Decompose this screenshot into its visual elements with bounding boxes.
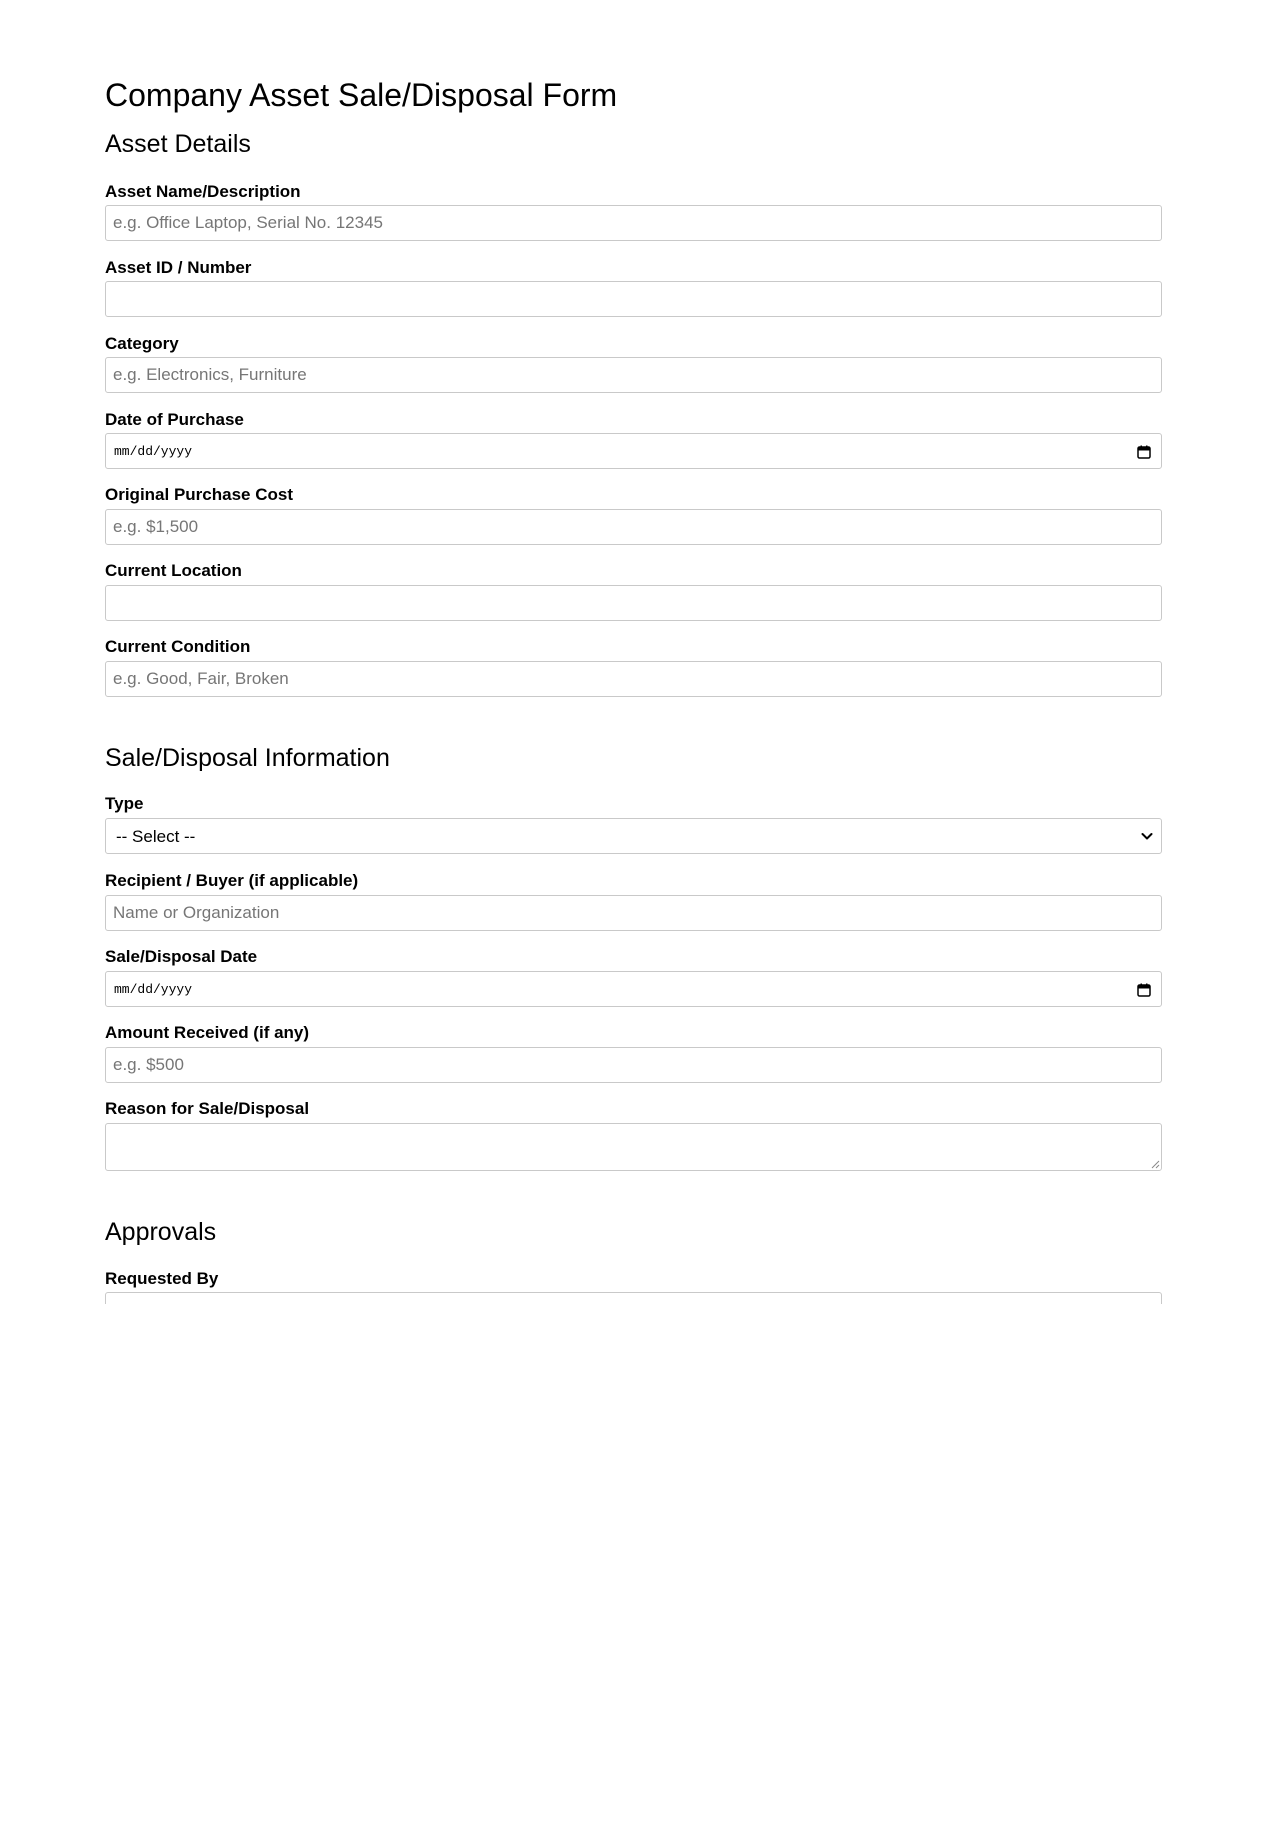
reason-textarea[interactable] (105, 1123, 1162, 1171)
calendar-icon[interactable] (1137, 983, 1151, 997)
sale-date-input[interactable] (105, 971, 1162, 1007)
recipient-label: Recipient / Buyer (if applicable) (105, 871, 359, 890)
asset-disposal-form (105, 0, 1162, 1304)
amount-received-input[interactable] (105, 1047, 1162, 1083)
type-selected-value: -- Select -- (116, 827, 196, 846)
asset-id-label: Asset ID / Number (105, 258, 252, 277)
amount-received-label: Amount Received (if any) (105, 1023, 310, 1042)
current-location-input[interactable] (105, 585, 1162, 621)
sale-date-value: mm/dd/yyyy (114, 982, 193, 997)
section-heading-sale-disposal: Sale/Disposal Information (105, 744, 390, 772)
recipient-input[interactable] (105, 895, 1162, 931)
purchase-date-input[interactable] (105, 433, 1162, 469)
type-label: Type (105, 794, 144, 813)
asset-name-input[interactable] (105, 205, 1162, 241)
calendar-icon[interactable] (1137, 445, 1151, 459)
current-condition-input[interactable] (105, 661, 1162, 697)
page-title: Company Asset Sale/Disposal Form (105, 77, 618, 113)
purchase-date-label: Date of Purchase (105, 410, 244, 429)
current-condition-label: Current Condition (105, 637, 251, 656)
purchase-cost-label: Original Purchase Cost (105, 485, 293, 504)
section-heading-asset-details: Asset Details (105, 130, 251, 158)
asset-name-label: Asset Name/Description (105, 182, 301, 201)
purchase-date-value: mm/dd/yyyy (114, 444, 193, 459)
reason-label: Reason for Sale/Disposal (105, 1099, 310, 1118)
requested-by-label: Requested By (105, 1269, 219, 1288)
sale-date-label: Sale/Disposal Date (105, 947, 258, 966)
category-input[interactable] (105, 357, 1162, 393)
section-heading-approvals: Approvals (105, 1218, 217, 1246)
type-select[interactable] (105, 818, 1162, 854)
reason-field-wrap (105, 1123, 1162, 1171)
category-label: Category (105, 334, 179, 353)
purchase-cost-input[interactable] (105, 509, 1162, 545)
chevron-down-icon[interactable] (1141, 832, 1153, 841)
current-location-label: Current Location (105, 561, 242, 580)
asset-id-input[interactable] (105, 281, 1162, 317)
requested-by-input[interactable] (105, 1292, 1162, 1304)
